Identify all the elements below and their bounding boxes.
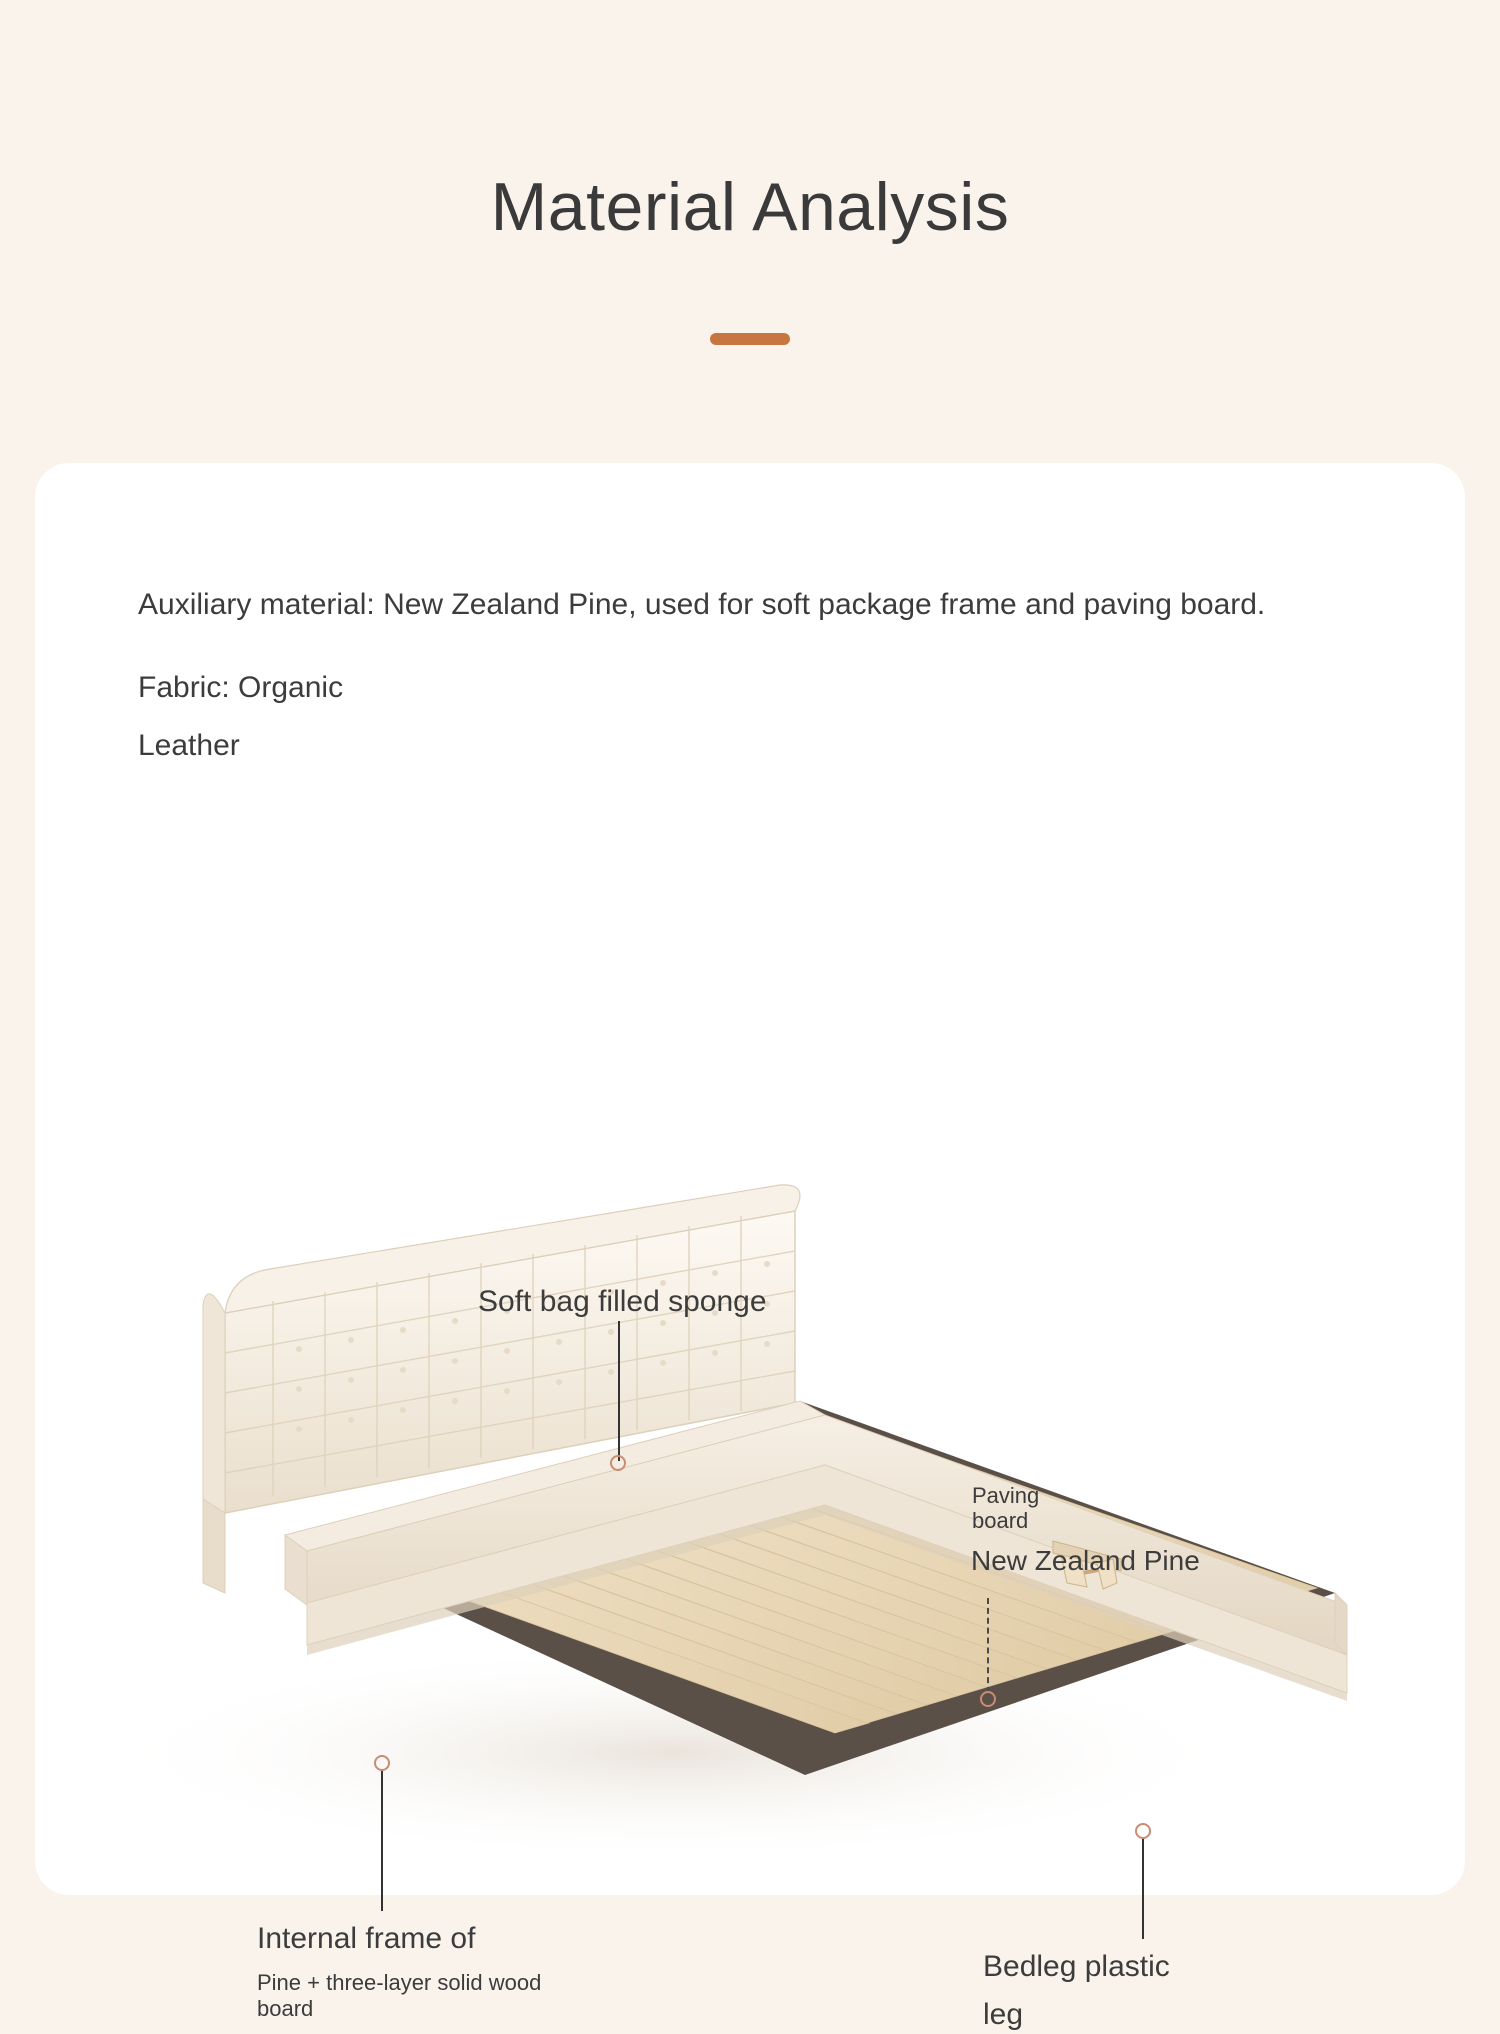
title-divider (710, 333, 790, 345)
spec-fabric: Fabric: Organic (138, 671, 344, 704)
callout-internal-frame-material: Pine + three-layer solid wood board (257, 1970, 542, 2022)
callout-dot-internal-frame (374, 1755, 390, 1771)
leader-line-internal-frame (381, 1771, 383, 1911)
spec-fabric-continued: Leather (138, 729, 240, 762)
callout-paving-board: Paving board (972, 1483, 1040, 1534)
spec-auxiliary-material: Auxiliary material: New Zealand Pine, used for soft package frame and paving board. (138, 588, 1266, 621)
callout-bedleg-plastic-leg: Bedleg plastic (983, 1950, 1170, 1983)
callout-dot-paving-board (980, 1691, 996, 1707)
callout-dot-bedleg (1135, 1823, 1151, 1839)
leader-line-bedleg (1142, 1839, 1144, 1939)
bed-diagram (35, 793, 1465, 2031)
callout-bedleg-plastic-leg-second-line: leg (983, 1998, 1024, 2031)
callout-soft-bag-filled-sponge: Soft bag filled sponge (478, 1285, 767, 1318)
page-title: Material Analysis (490, 169, 1010, 245)
callout-paving-board-material: New Zealand Pine (971, 1545, 1200, 1576)
page-header (0, 0, 1500, 345)
leader-line-paving-board (987, 1598, 989, 1693)
content-card (35, 463, 1465, 2031)
bed-illustration-svg (35, 793, 1465, 1893)
callout-internal-frame: Internal frame of (257, 1922, 476, 1955)
callout-dot-sponge (610, 1455, 626, 1471)
leader-line-sponge (618, 1321, 620, 1461)
